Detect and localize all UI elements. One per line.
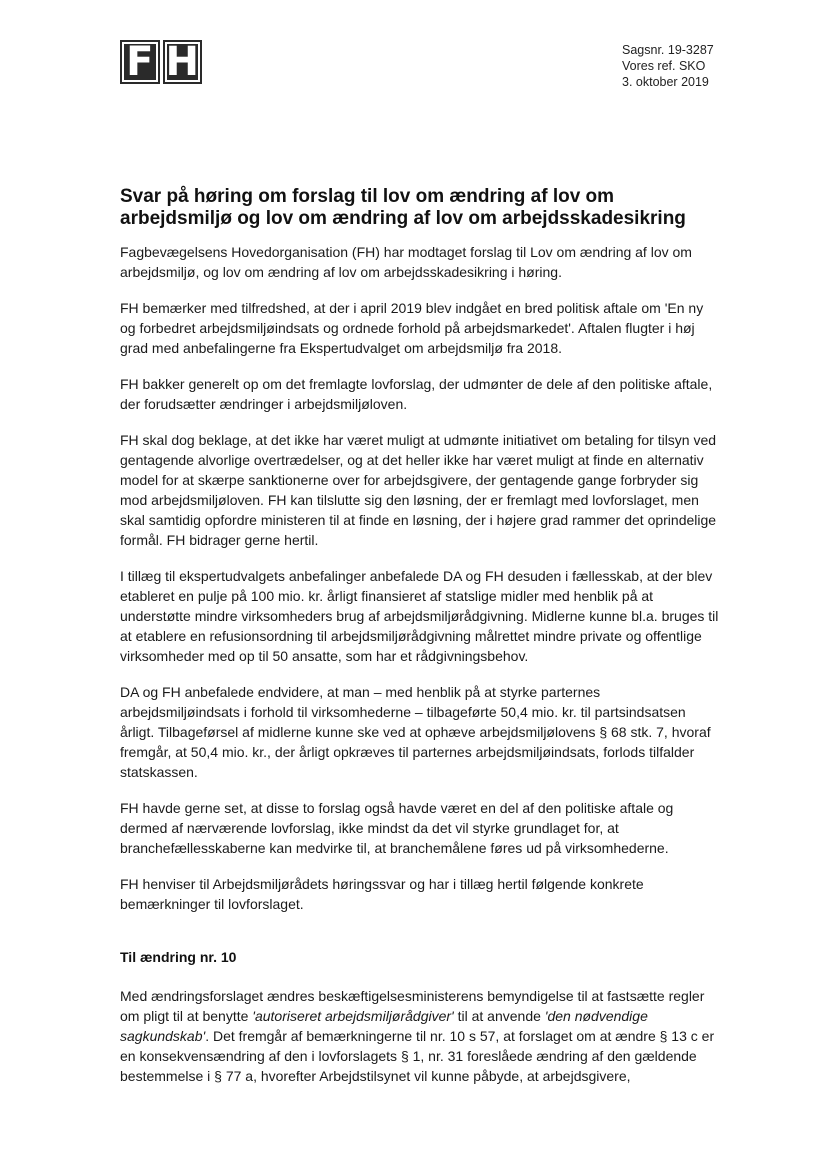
paragraph-transfer: DA og FH anbefalede endvidere, at man – med henblik på at styrke parternes arbejdsmiljøindsats i forhold til virksomhederne – tilbageførte 50,4 mio. kr. til partsindsatsen årligt. Tilbageførsel af midlerne kunne ske ved at ophæve arbejdsmiljølovens § 68 stk. 7, hvoraf fremgår, at 50,4 mio. kr., der årligt opkræves til parternes arbejdsmiljøindsats, forlods tilfalder statskassen. xyxy=(120,684,711,780)
section-text-1: Med ændringsforslaget ændres beskæftigelsesministerens bemyndigelse til at fastsætte regler om pligt til at benytte xyxy=(120,988,705,1024)
paragraph-support: FH bakker generelt op om det fremlagte lovforslag, der udmønter de dele af den politiske aftale, der forudsætter ændringer i arbejdsmiljøloven. xyxy=(120,376,713,412)
paragraph-reference: FH henviser til Arbejdsmiljørådets høringssvar og har i tillæg hertil følgende konkrete bemærkninger til lovforslaget. xyxy=(120,876,644,912)
paragraph-regret: FH skal dog beklage, at det ikke har været muligt at udmønte initiativet om betaling for tilsyn ved gentagende alvorlige overtrædelser, og at det heller ikke har været muligt at finde en alternativ model for at skærpe sanktionerne over for arbejdsgivere, der gentagende gange forbryder sig mod arbejdsmiljøloven. FH kan tilslutte sig den løsning, der er fremlagt med lovforslaget, men skal samtidig opfordre ministeren til at finde en løsning, der i højere grad rammer det oprindelige formål. FH bidrager gerne hertil. xyxy=(120,432,717,548)
section-text-3: . Det fremgår af bemærkningerne til nr. 10 s 57, at forslaget om at ændre § 13 c er en konsekvensændring af den i lovforslagets § 1, nr. 31 foreslåede ændring af den gældende bestemmelse i § 77 a, hvorefter Arbejdstilsynet vil kunne påbyde, at arbejdsgivere, xyxy=(120,1028,715,1084)
case-number: Sagsnr. 19-3287 xyxy=(622,43,714,57)
document-title: Svar på høring om forslag til lov om ændring af lov om arbejdsmiljø og lov om ændring af lov om arbejdsskadesikring xyxy=(120,186,686,229)
fh-logo xyxy=(120,40,202,84)
document-body xyxy=(120,186,720,1102)
section-text-2: til at anvende xyxy=(453,1008,545,1024)
logo-letter-h: H xyxy=(163,40,203,84)
paragraph-political-agreement: FH bemærker med tilfredshed, at der i april 2019 blev indgået en bred politisk aftale om 'En ny og forbedret arbejdsmiljøindsats og ordnede forhold på arbejdsmarkedet'. Aftalen flugter i høj grad med anbefalingerne fra Ekspertudvalget om arbejdsmiljø fra 2018. xyxy=(120,300,704,356)
document-date: 3. oktober 2019 xyxy=(622,75,709,89)
paragraph-pool: I tillæg til ekspertudvalgets anbefalinger anbefalede DA og FH desuden i fællesskab, at der blev etableret en pulje på 100 mio. kr. årligt finansieret af statslige midler med henblik på at understøtte mindre virksomheders brug af arbejdsmiljørådgivning. Midlerne kunne bl.a. bruges til at etablere en refusionsordning til arbejdsmiljørådgivning målrettet mindre private og offentlige virksomheder med op til 50 ansatte, som har et rådgivningsbehov. xyxy=(120,568,719,664)
our-reference: Vores ref. SKO xyxy=(622,59,706,73)
paragraph-intro: Fagbevægelsens Hovedorganisation (FH) har modtaget forslag til Lov om ændring af lov om arbejdsmiljø, og lov om ændring af lov om arbejdsskadesikring i høring. xyxy=(120,244,692,280)
section-emphasis-2: 'den nødvendige sagkundskab' xyxy=(120,1008,648,1044)
document-meta xyxy=(622,42,714,90)
paragraph-wish: FH havde gerne set, at disse to forslag også havde været en del af den politiske aftale og dermed af nærværende lovforslag, ikke mindst da det vil styrke grundlaget for, at branchefællesskaberne kan medvirke til, at branchemålene føres ud på virksomhederne. xyxy=(120,800,674,856)
section-paragraph xyxy=(120,986,720,1086)
section-heading: Til ændring nr. 10 xyxy=(120,949,237,965)
logo-letter-f: F xyxy=(120,40,160,84)
section-emphasis-1: 'autoriseret arbejdsmiljørådgiver' xyxy=(252,1008,454,1024)
